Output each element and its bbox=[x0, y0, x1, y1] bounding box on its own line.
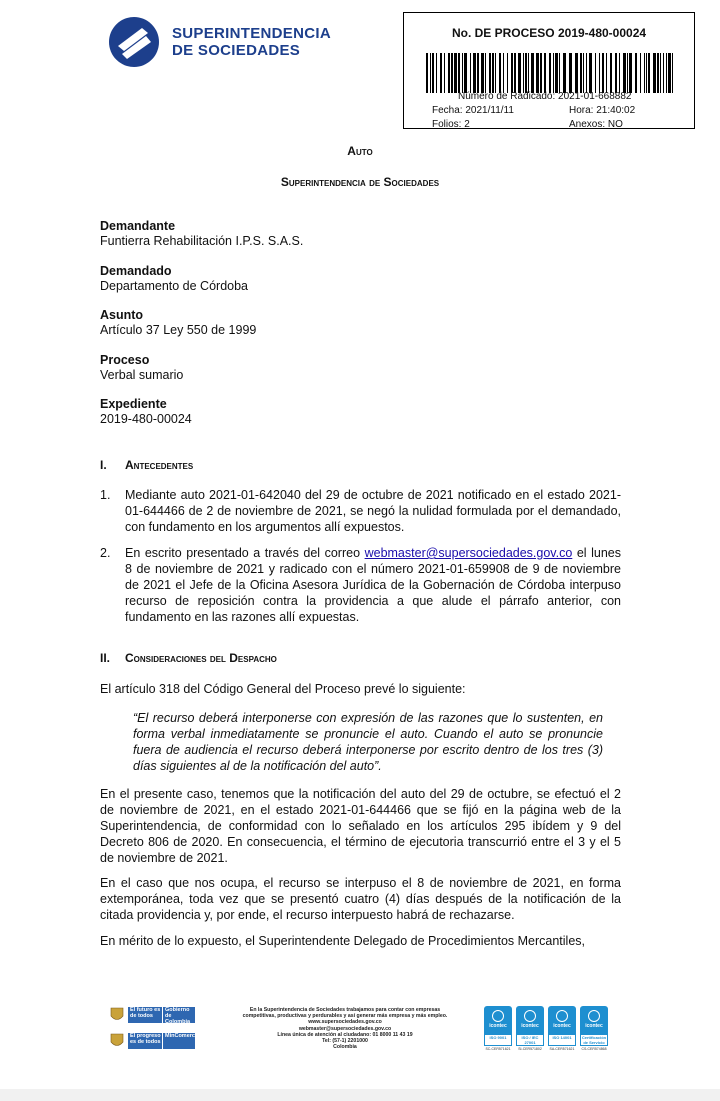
paragraph: El artículo 318 del Código General del Proceso prevé lo siguiente: bbox=[100, 682, 466, 696]
barcode-bar bbox=[657, 53, 659, 93]
barcode-bar bbox=[489, 53, 491, 93]
section-heading-antecedentes bbox=[100, 458, 193, 472]
barcode-bar bbox=[619, 53, 620, 93]
barcode-bar bbox=[462, 53, 463, 93]
section-number: I. bbox=[100, 458, 107, 472]
doc-type: Auto bbox=[347, 144, 373, 158]
barcode-bar bbox=[511, 53, 513, 93]
logo-text: El futuro es de todos bbox=[128, 1007, 162, 1023]
org-name-line1: SUPERINTENDENCIA bbox=[172, 25, 331, 42]
certification-badge bbox=[548, 1006, 576, 1050]
barcode-bar bbox=[523, 53, 524, 93]
list-item-number: 1. bbox=[100, 488, 111, 502]
colombia-shield-icon bbox=[110, 1033, 124, 1049]
certification-badge bbox=[580, 1006, 608, 1050]
cert-code: SC-CER571621 bbox=[485, 1047, 511, 1051]
cert-label: icontec bbox=[553, 1023, 571, 1029]
barcode-bar bbox=[644, 53, 645, 93]
field-value-demandante: Funtierra Rehabilitación I.P.S. S.A.S. bbox=[100, 234, 304, 248]
section-number: II. bbox=[100, 651, 111, 665]
cert-standard: ISO 9001 bbox=[484, 1034, 512, 1046]
field-value-demandado: Departamento de Córdoba bbox=[100, 279, 249, 293]
process-label-box bbox=[403, 12, 695, 129]
icontec-icon bbox=[588, 1010, 600, 1022]
icontec-icon bbox=[524, 1010, 536, 1022]
icontec-icon bbox=[556, 1010, 568, 1022]
logo-text: Gobierno de Colombia bbox=[163, 1007, 195, 1023]
barcode-bar bbox=[525, 53, 527, 93]
barcode-bar bbox=[583, 53, 584, 93]
list-item bbox=[100, 487, 621, 535]
barcode-bar bbox=[440, 53, 442, 93]
cert-label: icontec bbox=[521, 1023, 539, 1029]
barcode-bar bbox=[458, 53, 460, 93]
barcode-bar bbox=[672, 53, 673, 93]
barcode-bar bbox=[575, 53, 578, 93]
anexos: Anexos: NO bbox=[569, 119, 623, 130]
barcode-bar bbox=[635, 53, 637, 93]
logo-text: MinComercio bbox=[163, 1033, 195, 1049]
cert-standard: Certificación de Servicio bbox=[581, 1035, 607, 1045]
field-label-demandado: Demandado bbox=[100, 264, 172, 278]
barcode-bar bbox=[589, 53, 592, 93]
barcode-bar bbox=[430, 53, 431, 93]
barcode-bar bbox=[623, 53, 626, 93]
radicado-time: Hora: 21:40:02 bbox=[569, 105, 636, 116]
logo-text: El progreso es de todos bbox=[128, 1033, 162, 1049]
logo-el-futuro bbox=[110, 1006, 195, 1024]
icontec-icon bbox=[492, 1010, 504, 1022]
org-logo bbox=[108, 14, 348, 70]
footer-line: En la Superintendencia de Sociedades trabajamos para contar con empresas bbox=[249, 1007, 441, 1013]
barcode-bar bbox=[668, 53, 671, 93]
field-value-asunto: Artículo 37 Ley 550 de 1999 bbox=[100, 323, 257, 337]
list-item-number: 2. bbox=[100, 546, 111, 560]
barcode-bar bbox=[599, 53, 600, 93]
certification-badge bbox=[484, 1006, 512, 1050]
footer-line: competitivas, productivas y perdurables y así generar más empresa y más empleo. bbox=[242, 1013, 448, 1020]
barcode-bar bbox=[544, 53, 546, 93]
certification-badge bbox=[516, 1006, 544, 1050]
barcode-bar bbox=[663, 53, 664, 93]
field-value-expediente: 2019-480-00024 bbox=[100, 412, 192, 426]
barcode-bar bbox=[536, 53, 539, 93]
barcode-bar bbox=[432, 53, 434, 93]
barcode-bar bbox=[495, 53, 496, 93]
barcode-bar bbox=[477, 53, 479, 93]
barcode-bar bbox=[503, 53, 504, 93]
barcode-bar bbox=[610, 53, 612, 93]
barcode-bar bbox=[553, 53, 554, 93]
barcode-bar bbox=[518, 53, 521, 93]
list-item bbox=[100, 545, 621, 625]
barcode-bar bbox=[448, 53, 450, 93]
footer-contact bbox=[215, 1007, 475, 1050]
field-label-proceso: Proceso bbox=[100, 353, 150, 367]
list-item-text-start: En escrito presentado a través del correo bbox=[125, 546, 365, 560]
barcode-bar bbox=[492, 53, 494, 93]
radicado-number: Número de Radicado: 2021-01-668882 bbox=[458, 91, 632, 102]
barcode-bar bbox=[444, 53, 445, 93]
section-title: Consideraciones del Despacho bbox=[125, 651, 277, 665]
barcode-bar bbox=[507, 53, 508, 93]
barcode-bar bbox=[451, 53, 453, 93]
barcode-bar bbox=[627, 53, 628, 93]
paragraph: En el presente caso, tenemos que la notificación del auto del 29 de octubre, se efectuó el 2 de noviembre de 2021, en el estado 2021-01-644466 que se fijó en la página web de la Superintendencia, de conformidad con lo señalado en los artículos 295 ibídem y 9 del Decreto 806 de 2020. En consecuencia, el término de ejecutoria transcurrió entre el 3 y el 5 de noviembre de 2021. bbox=[100, 787, 621, 865]
barcode-bar bbox=[454, 53, 457, 93]
page-bottom-strip bbox=[0, 1089, 720, 1101]
paragraph: En el caso que nos ocupa, el recurso se interpuso el 8 de noviembre de 2021, en forma extemporánea, toda vez que se presentó cuatro (4) días después de la notificación de la citada providencia y, por ende, el recurso interpuesto habrá de rechazarse. bbox=[100, 876, 621, 922]
logo-el-progreso bbox=[110, 1032, 200, 1050]
section-heading-consideraciones bbox=[100, 651, 277, 665]
barcode-bar bbox=[528, 53, 529, 93]
government-logos bbox=[110, 1006, 200, 1052]
cert-label: icontec bbox=[489, 1023, 507, 1029]
barcode-bar bbox=[531, 53, 534, 93]
barcode-bar bbox=[646, 53, 647, 93]
cert-code: CS-CER574868 bbox=[581, 1047, 607, 1051]
field-label-demandante: Demandante bbox=[100, 219, 176, 233]
barcode-bar bbox=[563, 53, 566, 93]
folios-count: Folios: 2 bbox=[432, 119, 470, 130]
barcode-bar bbox=[559, 53, 560, 93]
footer-phone: Tel: (57-1) 2201000 bbox=[322, 1038, 368, 1045]
barcode-bar bbox=[464, 53, 467, 93]
cert-standard: ISO 14001 bbox=[548, 1034, 576, 1046]
barcode-bar bbox=[540, 53, 542, 93]
barcode-bar bbox=[666, 53, 667, 93]
barcode-bar bbox=[595, 53, 596, 93]
barcode-bar bbox=[485, 53, 486, 93]
barcode-bar bbox=[473, 53, 476, 93]
cert-code: SI-CER571802 bbox=[518, 1047, 542, 1051]
cert-label: icontec bbox=[585, 1023, 603, 1029]
footer-line: Colombia bbox=[333, 1044, 357, 1051]
barcode-bar bbox=[426, 53, 428, 93]
field-value-proceso: Verbal sumario bbox=[100, 368, 184, 382]
barcode-bar bbox=[602, 53, 604, 93]
process-number: No. DE PROCESO 2019-480-00024 bbox=[451, 26, 647, 40]
barcode-bar bbox=[549, 53, 551, 93]
barcode-bar bbox=[481, 53, 484, 93]
barcode-bar bbox=[640, 53, 641, 93]
section-title: Antecedentes bbox=[125, 458, 194, 472]
barcode-bar bbox=[470, 53, 471, 93]
field-label-expediente: Expediente bbox=[100, 397, 167, 411]
barcode-bar bbox=[606, 53, 607, 93]
barcode-bar bbox=[648, 53, 650, 93]
barcode-bar bbox=[580, 53, 582, 93]
issuer-title: Superintendencia de Sociedades bbox=[280, 175, 440, 189]
paragraph: En mérito de lo expuesto, el Superintendente Delegado de Procedimientos Mercantiles, bbox=[100, 934, 586, 948]
org-name-line2: DE SOCIEDADES bbox=[172, 42, 301, 59]
barcode-bar bbox=[660, 53, 661, 93]
cert-standard: ISO / IEC 27001 bbox=[516, 1034, 544, 1046]
supersociedades-logo-icon bbox=[108, 16, 160, 68]
footer-email[interactable]: webmaster@supersociedades.gov.co bbox=[298, 1025, 392, 1032]
barcode-bar bbox=[436, 53, 437, 93]
list-item-text-end: el lunes 8 de noviembre de 2021 y radicado con el número 2021-01-659908 de 9 de noviembre de 2021 el Jefe de la Oficina Asesora Jurídica de la Gobernación de Córdoba interpuso recurso de reposición contra la providencia a que alude el párrafo anterior, con fundamento en las razones allí expuestas. bbox=[125, 546, 622, 624]
barcode-bar bbox=[514, 53, 516, 93]
field-label-asunto: Asunto bbox=[100, 308, 144, 322]
legal-quote: “El recurso deberá interponerse con expresión de las razones que lo sustenten, en forma verbal inmediatamente se pronuncie el auto. Cuando el auto se pronuncie fuera de audiencia el recurso deberá interponerse por escrito dentro de los tres (3) días siguientes al de la notificación del auto”. bbox=[133, 711, 603, 773]
barcode-bar bbox=[569, 53, 572, 93]
barcode-bar bbox=[586, 53, 587, 93]
list-item-text: Mediante auto 2021-01-642040 del 29 de octubre de 2021 notificado en el estado 2021-01-644466 de 2 de noviembre de 2021, se negó la nulidad formulada por el demandado, con fundamento en los argumentos allí expuestos. bbox=[125, 488, 621, 534]
footer-line: Línea única de atención al ciudadano: 01 8000 11 43 19 bbox=[277, 1031, 413, 1038]
colombia-shield-icon bbox=[110, 1007, 124, 1023]
email-link[interactable]: webmaster@supersociedades.gov.co bbox=[364, 546, 573, 560]
radicado-date: Fecha: 2021/11/11 bbox=[432, 105, 514, 116]
footer-website[interactable]: www.supersociedades.gov.co bbox=[308, 1019, 382, 1026]
cert-code: SA-CER571621 bbox=[549, 1047, 575, 1051]
list-item-text bbox=[125, 545, 621, 625]
barcode-bar bbox=[615, 53, 617, 93]
barcode-bar bbox=[653, 53, 656, 93]
barcode-bar bbox=[555, 53, 558, 93]
org-name bbox=[172, 25, 331, 59]
barcode-bar bbox=[629, 53, 632, 93]
barcode-bar bbox=[499, 53, 501, 93]
